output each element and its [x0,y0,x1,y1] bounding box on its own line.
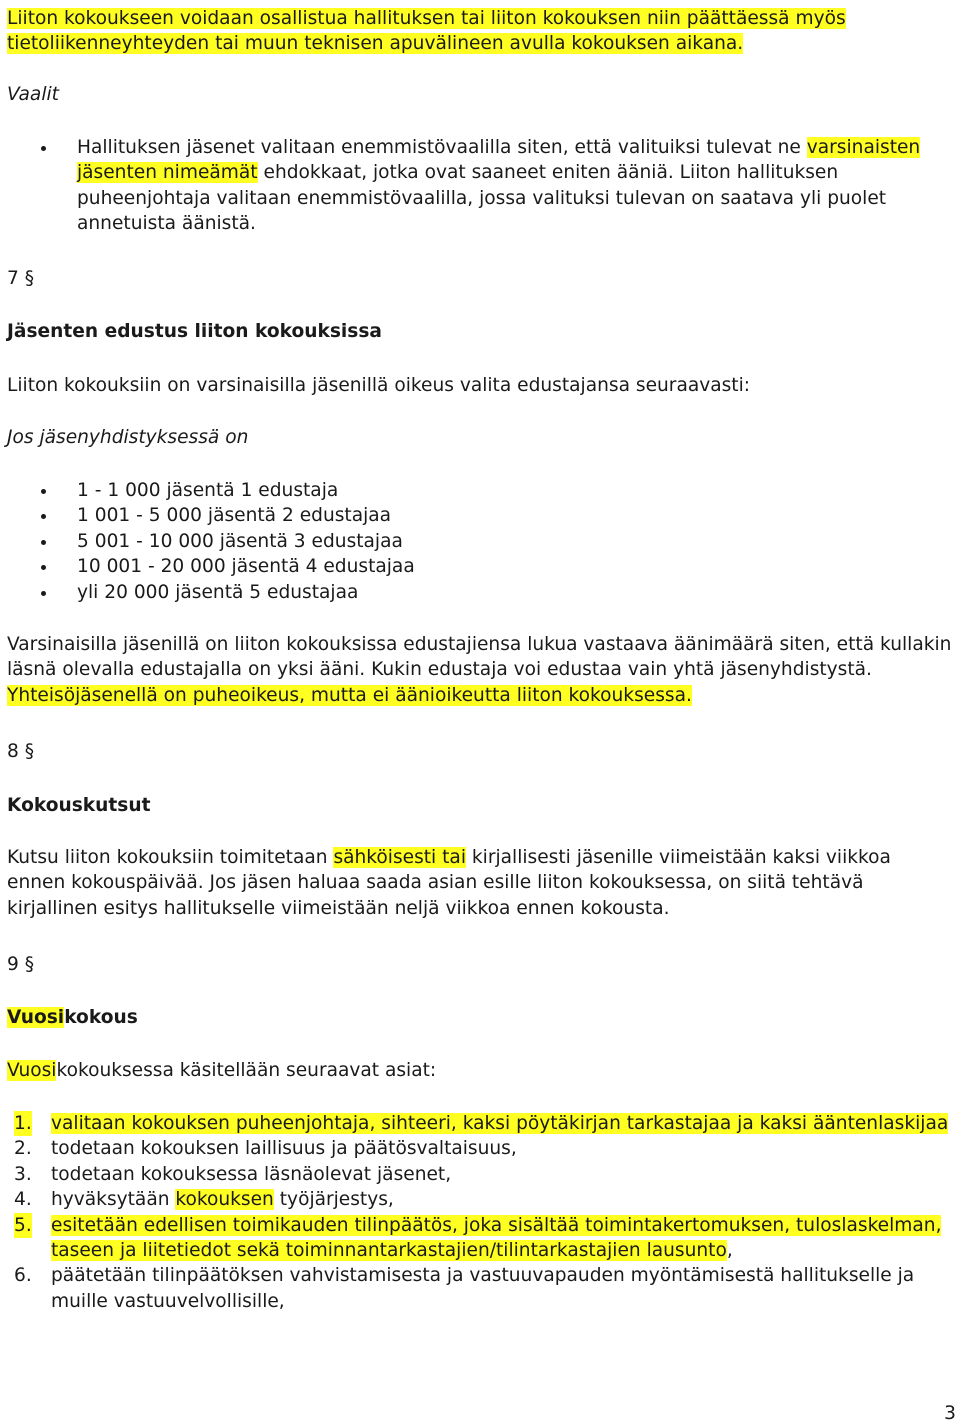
agenda-highlight: kokouksen [175,1189,274,1211]
vaalit-text-1: Hallituksen jäsenet valitaan enemmistövaalilla siten, että valituiksi tulevat ne [77,137,801,158]
agenda-text-end: , [726,1240,733,1262]
section-9-lead [7,1058,952,1083]
vaalit-heading: Vaalit [7,84,59,105]
section-8-text-1: Kutsu liiton kokouksiin toimitetaan [7,847,334,868]
section-7-highlight: Yhteisöjäsenellä on puheoikeus, mutta ei äänioikeutta liiton kokouksessa. [7,684,692,706]
section-9-title-rest: kokous [64,1007,138,1028]
agenda-number: 2. [14,1138,32,1160]
agenda-number: 5. [14,1213,32,1238]
agenda-item [0,1263,952,1314]
representative-list [0,478,952,605]
section-8-title: Kokouskutsut [7,795,151,816]
list-item: 1 - 1 000 jäsentä 1 edustaja [0,478,952,503]
page-number: 3 [944,1402,956,1424]
section-9-lead-highlight: Vuosi [7,1060,57,1081]
intro-line-2: tietoliikenneyhteyden tai muun teknisen apuvälineen avulla kokouksen aikana. [7,33,744,55]
agenda-text: valitaan kokouksen puheenjohtaja, sihteeri, kaksi pöytäkirjan tarkastajaa ja kaksi ääntenlaskijaa [51,1113,949,1134]
agenda-text: todetaan kokouksessa läsnäolevat jäsenet, [51,1163,452,1185]
agenda-text-end: työjärjestys, [273,1189,394,1211]
section-9-number: 9 § [7,954,35,975]
section-7-text: Varsinaisilla jäsenillä on liiton kokouksissa edustajiensa lukua vastaava äänimäärä siten, että kullakin läsnä olevalla edustajalla on yksi ääni. Kukin edustaja voi edustaa vain yhtä jäsenyhdistystä. [7,634,952,681]
section-7-number: 7 § [7,268,35,289]
agenda-text: esitetään edellisen toimikauden tilinpäätös, joka sisältää toimintakertomuksen, tuloslaskelman, taseen ja liitetiedot sekä toiminnantarkastajien/tilintarkastajien lausunto [51,1214,942,1262]
section-7-subhead: Jos jäsenyhdistyksessä on [7,427,249,448]
section-8-text-2: kirjallisesti jäsenille viimeistään kaksi viikkoa ennen kokouspäivää. Jos jäsen haluaa saada asian esille liiton kokouksessa, on siitä tehtävä kirjallinen esitys hallitukselle viimeistään neljä viikkoa ennen kokousta. [7,847,891,919]
agenda-number: 3. [14,1163,32,1185]
agenda-item [0,1162,952,1187]
intro-paragraph [7,6,952,57]
vaalit-list [0,135,952,237]
section-9-lead-rest: kokouksessa käsitellään seuraavat asiat: [56,1060,437,1081]
agenda-text: päätetään tilinpäätöksen vahvistamisesta ja vastuuvapauden myöntämisestä hallitukselle ja muille vastuuvelvollisille, [51,1265,915,1312]
section-7-paragraph [7,632,952,708]
section-8-highlight: sähköisesti tai [333,847,466,868]
section-8-paragraph [7,845,952,921]
agenda-item [0,1136,952,1161]
list-item: 10 001 - 20 000 jäsentä 4 edustajaa [0,554,952,579]
intro-line-1: Liiton kokoukseen voidaan osallistua hallituksen tai liiton kokouksen niin päättäessä myös [7,8,846,29]
section-9-title-highlight: Vuosi [7,1007,65,1028]
agenda-number: 6. [14,1265,32,1287]
list-item [0,135,952,237]
section-7-title: Jäsenten edustus liiton kokouksissa [7,321,382,342]
agenda-number: 4. [14,1189,32,1211]
section-9-title [7,1005,952,1030]
agenda-list [0,1111,952,1314]
list-item: 5 001 - 10 000 jäsentä 3 edustajaa [0,529,952,554]
agenda-item [0,1111,952,1136]
vaalit-text-2: ehdokkaat, jotka ovat saaneet eniten ääniä. Liiton hallituksen puheenjohtaja valitaan enemmistövaalilla, jossa valituksi tulevan on saatava yli puolet annetuista äänistä. [77,162,887,235]
vaalit-highlight: varsinaisten jäsenten nimeämät [77,137,921,184]
list-item: 1 001 - 5 000 jäsentä 2 edustajaa [0,503,952,528]
agenda-item [0,1187,952,1212]
list-item: yli 20 000 jäsentä 5 edustajaa [0,580,952,605]
agenda-text: todetaan kokouksen laillisuus ja päätösvaltaisuus, [51,1138,517,1160]
agenda-number: 1. [14,1111,32,1136]
section-8-number: 8 § [7,741,35,762]
agenda-text: hyväksytään [51,1189,176,1211]
section-7-lead: Liiton kokouksiin on varsinaisilla jäsenillä oikeus valita edustajansa seuraavasti: [7,375,751,396]
agenda-item [0,1213,952,1264]
